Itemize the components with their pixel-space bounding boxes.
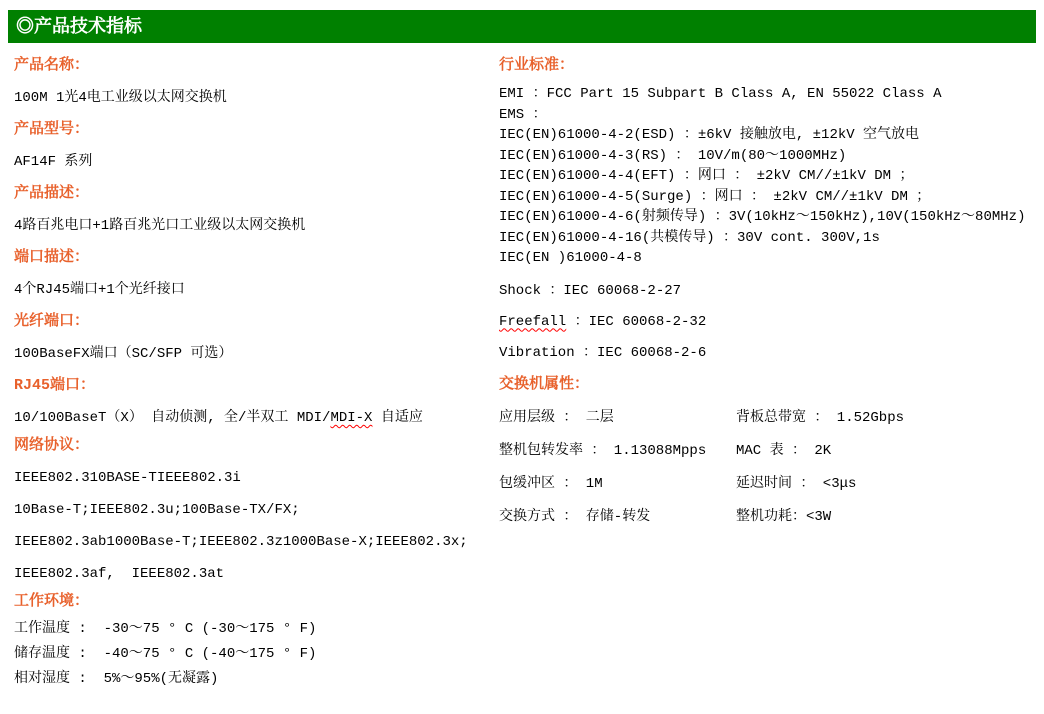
product-model-label: 产品型号： [14, 121, 90, 138]
rj45-value-post: 自适应 [372, 410, 423, 426]
protocol-line: IEEE802.3af, IEEE802.3at [14, 566, 225, 582]
mac-table: MAC 表 ： 2K [736, 442, 832, 459]
packet-forwarding-rate: 整机包转发率 ： 1.13088Mpps [499, 442, 707, 459]
operating-environment-label: 工作环境： [14, 593, 90, 610]
protocol-line: IEEE802.3ab1000Base-T;IEEE802.3z1000Base-X;IEEE802.3x; [14, 534, 468, 550]
page-title: ◎产品技术指标 [16, 16, 142, 36]
iec-rs-standard: IEC(EN)61000-4-3(RS) ： 10V/m(80～1000MHz) [499, 147, 847, 164]
application-layer: 应用层级 ： 二层 [499, 409, 614, 426]
fiber-port-label: 光纤端口： [14, 313, 90, 330]
product-name-value: 100M 1光4电工业级以太网交换机 [14, 90, 227, 106]
network-protocols-label: 网络协议： [14, 437, 90, 454]
section-header-bar [8, 10, 1036, 43]
content-columns [0, 43, 1044, 690]
left-column [0, 43, 499, 690]
rj45-value-pre: 10/100BaseT（X） 自动侦测, 全/半双工 MDI/ [14, 410, 331, 426]
iec-eft-standard: IEC(EN)61000-4-4(EFT) ：网口 ： ±2kV CM//±1kV DM ； [499, 168, 914, 184]
operating-temperature: 工作温度 : -30～75 ° C (-30～175 ° F) [14, 621, 317, 637]
shock-standard: Shock ：IEC 60068-2-27 [499, 282, 682, 299]
product-name-label: 产品名称： [14, 57, 90, 74]
power-consumption: 整机功耗：<3W [736, 508, 832, 525]
attribute-row [499, 508, 1036, 526]
switching-mode: 交换方式 ： 存储-转发 [499, 508, 651, 525]
storage-temperature: 储存温度 : -40～75 ° C (-40～175 ° F) [14, 646, 317, 662]
right-column [499, 43, 1044, 526]
ems-standard: EMS ： [499, 106, 547, 123]
port-description-value: 4个RJ45端口+1个光纤接口 [14, 282, 185, 298]
vibration-standard: Vibration ：IEC 60068-2-6 [499, 344, 707, 361]
latency: 延迟时间 ： <3μs [736, 475, 857, 492]
freefall-spellcheck: Freefall [499, 313, 567, 330]
iec-rf-conduction-standard: IEC(EN)61000-4-6(射频传导) ：3V(10kHz～150kHz),10V(150kHz～80MHz) [499, 209, 1026, 225]
protocol-line: IEEE802.310BASE-TIEEE802.3i [14, 470, 241, 486]
product-description-label: 产品描述： [14, 185, 90, 202]
emc-standards-block [499, 84, 1036, 269]
attribute-row [499, 442, 1036, 460]
protocol-line: 10Base-T;IEEE802.3u;100Base-TX/FX; [14, 502, 300, 518]
relative-humidity: 相对湿度 : 5%～95%(无凝露) [14, 671, 219, 687]
iec-common-mode-standard: IEC(EN)61000-4-16(共模传导) ：30V cont. 300V,1s [499, 229, 880, 246]
port-description-label: 端口描述： [14, 249, 90, 266]
iec-surge-standard: IEC(EN)61000-4-5(Surge) ：网口 ： ±2kV CM//±1kV DM ； [499, 188, 931, 205]
industry-standards-label: 行业标准： [499, 57, 575, 74]
rj45-port-label: RJ45端口： [14, 377, 96, 394]
iec-61000-4-8-standard: IEC(EN )61000-4-8 [499, 250, 642, 266]
freefall-standard [499, 313, 1036, 331]
rj45-port-value [14, 409, 499, 427]
backplane-bandwidth: 背板总带宽 ： 1.52Gbps [736, 409, 905, 426]
emi-standard: EMI ：FCC Part 15 Subpart B Class A, EN 55022 Class A [499, 86, 942, 102]
rj45-value-spellcheck: MDI-X [330, 410, 373, 426]
fiber-port-value: 100BaseFX端口（SC/SFP 可选） [14, 346, 233, 362]
packet-buffer: 包缓冲区 ： 1M [499, 475, 603, 492]
freefall-rest: ：IEC 60068-2-32 [566, 313, 707, 330]
attribute-row [499, 409, 1036, 427]
product-model-value: AF14F 系列 [14, 154, 93, 170]
attribute-row [499, 475, 1036, 493]
switch-attributes-label: 交换机属性： [499, 375, 590, 393]
iec-esd-standard: IEC(EN)61000-4-2(ESD) ：±6kV 接触放电, ±12kV 空气放电 [499, 127, 920, 143]
product-description-value: 4路百兆电口+1路百兆光口工业级以太网交换机 [14, 218, 306, 234]
